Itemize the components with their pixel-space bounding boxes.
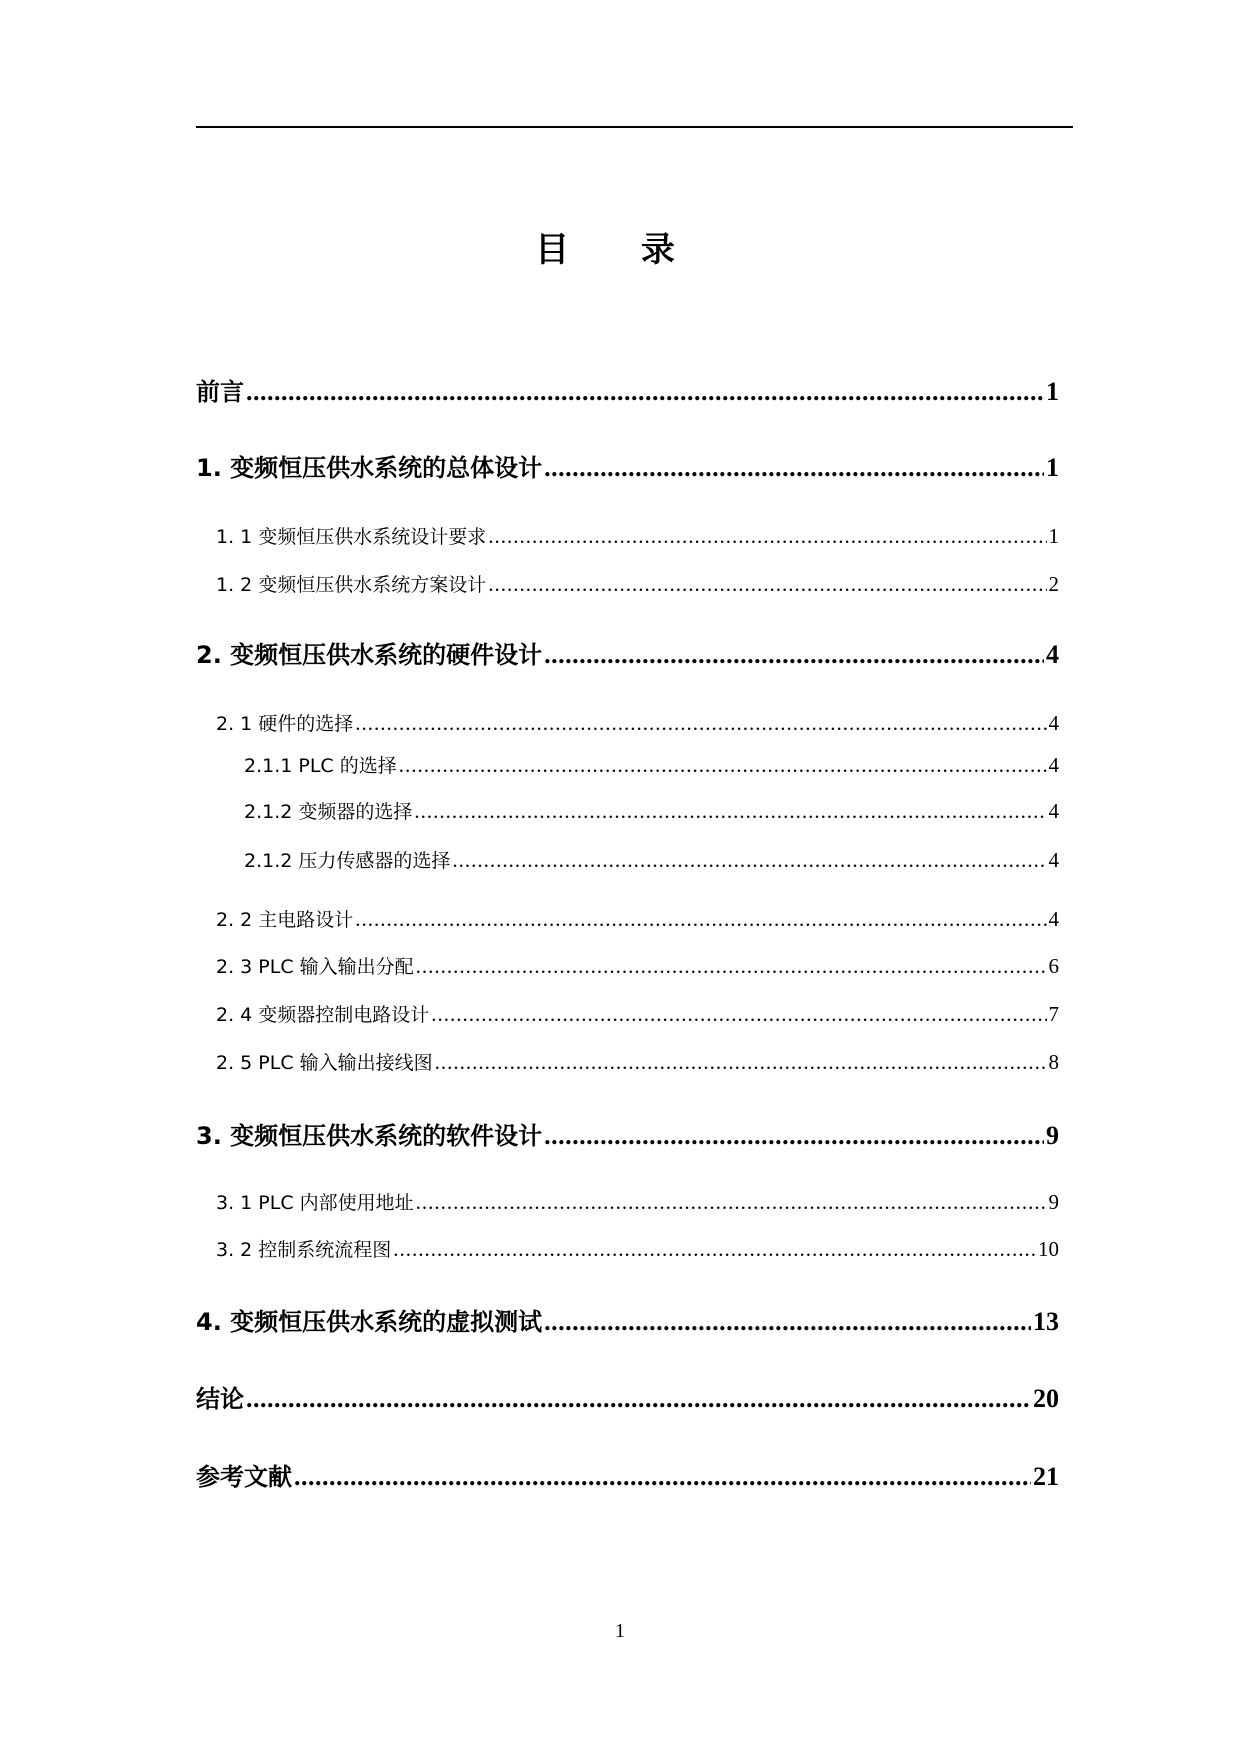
toc-leader-dots (393, 1237, 1036, 1262)
toc-leader-dots (294, 1462, 1031, 1492)
toc-entry[interactable] (216, 905, 1059, 932)
toc-entry-label: 2. 2 主电路设计 (216, 909, 354, 931)
toc-entry-page: 9 (1046, 1121, 1059, 1150)
toc-entry-label: 2.1.2 变频器的选择 (244, 801, 413, 823)
toc-entry[interactable] (244, 846, 1059, 873)
toc-entry[interactable] (216, 709, 1059, 736)
toc-leader-dots (452, 848, 1046, 873)
toc-entry-page: 21 (1033, 1462, 1059, 1491)
toc-entry-page: 1 (1046, 377, 1059, 406)
toc-entry-page: 4 (1048, 799, 1059, 823)
toc-leader-dots (355, 711, 1046, 736)
toc-entry-label: 2. 变频恒压供水系统的硬件设计 (196, 641, 543, 669)
toc-entry[interactable] (216, 1000, 1059, 1027)
toc-entry-page: 4 (1046, 640, 1059, 669)
toc-leader-dots (416, 954, 1047, 979)
toc-entry-label: 参考文献 (196, 1463, 292, 1491)
toc-entry[interactable] (196, 372, 1059, 407)
toc-entry[interactable] (196, 1457, 1059, 1492)
toc-entry-page: 4 (1048, 711, 1059, 735)
toc-entry[interactable] (216, 522, 1059, 549)
toc-entry-label: 结论 (196, 1385, 244, 1413)
toc-entry-page: 6 (1048, 954, 1059, 978)
toc-leader-dots (246, 1384, 1031, 1414)
toc-entry-page: 2 (1048, 572, 1059, 596)
toc-entry[interactable] (216, 1188, 1059, 1215)
toc-leader-dots (544, 453, 1044, 483)
toc-entry-page: 4 (1048, 753, 1059, 777)
toc-entry-label: 3. 1 PLC 内部使用地址 (216, 1192, 414, 1214)
toc-entry[interactable] (244, 751, 1059, 778)
toc-leader-dots (544, 1121, 1044, 1151)
toc-entry[interactable] (216, 1235, 1059, 1262)
toc-entry[interactable] (196, 448, 1059, 483)
toc-entry-label: 3. 变频恒压供水系统的软件设计 (196, 1122, 543, 1150)
toc-leader-dots (416, 1190, 1047, 1215)
toc-entry-page: 8 (1048, 1050, 1059, 1074)
toc-leader-dots (435, 1050, 1047, 1075)
toc-leader-dots (431, 1002, 1046, 1027)
toc-leader-dots (488, 524, 1046, 549)
toc-leader-dots (355, 907, 1046, 932)
toc-entry-label: 1. 变频恒压供水系统的总体设计 (196, 454, 543, 482)
toc-entry-label: 1. 1 变频恒压供水系统设计要求 (216, 526, 487, 548)
toc-entry[interactable] (196, 635, 1059, 670)
toc-entry-page: 20 (1033, 1384, 1059, 1413)
toc-leader-dots (488, 572, 1046, 597)
toc-entry-page: 9 (1048, 1190, 1059, 1214)
toc-entry[interactable] (196, 1116, 1059, 1151)
toc-entry-label: 2. 3 PLC 输入输出分配 (216, 956, 414, 978)
toc-entry[interactable] (216, 1048, 1059, 1075)
toc-leader-dots (544, 1307, 1031, 1337)
toc-entry-label: 1. 2 变频恒压供水系统方案设计 (216, 574, 487, 596)
toc-entry-page: 13 (1033, 1307, 1059, 1336)
toc-entry-label: 2. 1 硬件的选择 (216, 713, 354, 735)
page-number: 1 (615, 1620, 625, 1642)
toc-leader-dots (414, 799, 1046, 824)
toc-entry-label: 4. 变频恒压供水系统的虚拟测试 (196, 1308, 543, 1336)
toc-entry[interactable] (216, 570, 1059, 597)
toc-entry-page: 4 (1048, 848, 1059, 872)
toc-entry[interactable] (216, 952, 1059, 979)
toc-entry-label: 前言 (196, 378, 244, 406)
toc-entry[interactable] (196, 1302, 1059, 1337)
toc-leader-dots (399, 753, 1047, 778)
toc-leader-dots (544, 640, 1044, 670)
toc-entry-page: 4 (1048, 907, 1059, 931)
toc-entry[interactable] (244, 797, 1059, 824)
toc-entry-label: 2. 5 PLC 输入输出接线图 (216, 1052, 433, 1074)
toc-entry-label: 2.1.1 PLC 的选择 (244, 755, 397, 777)
toc-entry-label: 2.1.2 压力传感器的选择 (244, 850, 451, 872)
toc-entry-page: 1 (1048, 524, 1059, 548)
toc-entry[interactable] (196, 1379, 1059, 1414)
toc-entry-page: 1 (1046, 453, 1059, 482)
page-title: 目 录 (535, 230, 705, 270)
toc-leader-dots (246, 377, 1044, 407)
toc-entry-page: 7 (1048, 1002, 1059, 1026)
toc-entry-label: 2. 4 变频器控制电路设计 (216, 1004, 430, 1026)
toc-entry-page: 10 (1038, 1237, 1059, 1261)
toc-entry-label: 3. 2 控制系统流程图 (216, 1239, 392, 1261)
